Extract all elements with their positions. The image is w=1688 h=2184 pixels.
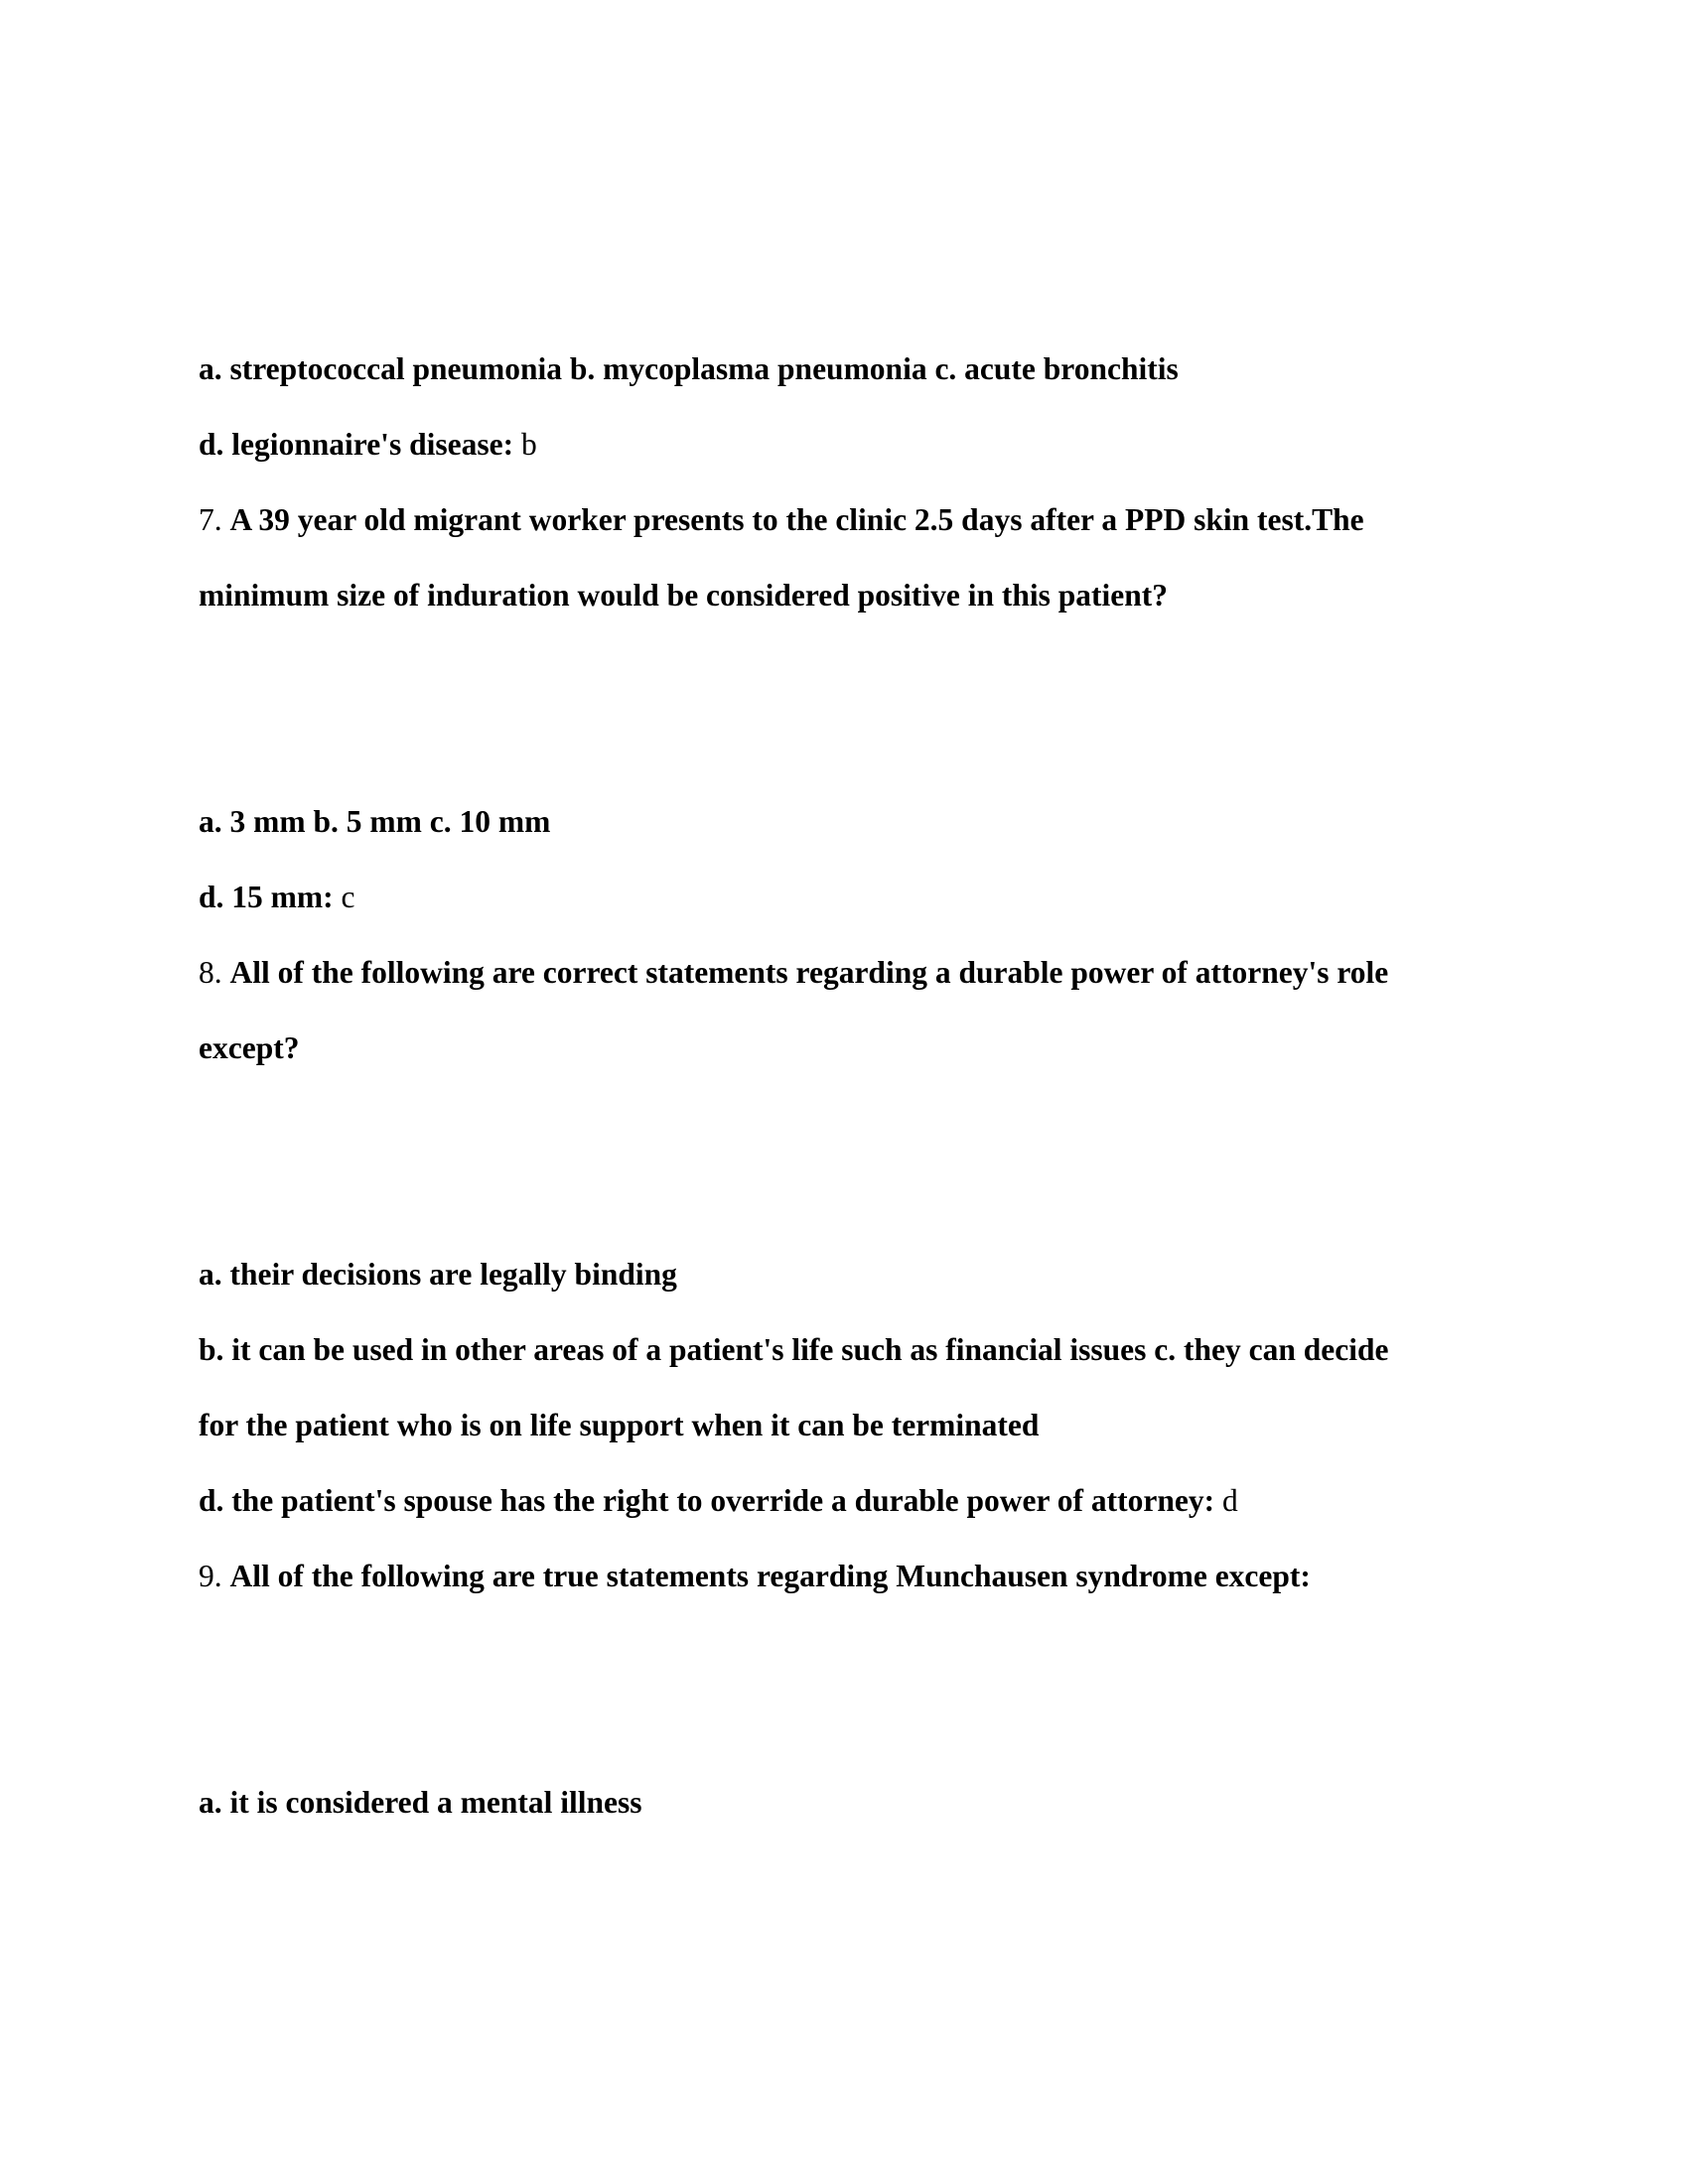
q8-option-d: d. the patient's spouse has the right to override a durable power of attorney: bbox=[199, 1483, 1215, 1518]
q7-text-1: A 39 year old migrant worker presents to the clinic 2.5 days after a PPD skin test.The bbox=[229, 502, 1364, 537]
q7-number: 7. bbox=[199, 502, 222, 537]
q8-text-1: All of the following are correct statements regarding a durable power of attorney's role bbox=[229, 955, 1389, 990]
q8-option-d-line bbox=[199, 1481, 1238, 1521]
q7-option-d: d. 15 mm: bbox=[199, 880, 334, 914]
q9-option-a-line bbox=[199, 1783, 642, 1823]
q7-options-line1 bbox=[199, 802, 550, 842]
q8-option-bc-line1 bbox=[199, 1330, 1389, 1370]
q7-text-2: minimum size of induration would be considered positive in this patient? bbox=[199, 578, 1169, 613]
q7-options-line2 bbox=[199, 878, 354, 917]
q9-text-line1 bbox=[199, 1557, 1311, 1596]
q7-text-line2 bbox=[199, 576, 1168, 615]
q8-option-bc-1: b. it can be used in other areas of a patient's life such as financial issues c. they can decide bbox=[199, 1332, 1389, 1367]
q9-text-1: All of the following are true statements regarding Munchausen syndrome except: bbox=[229, 1559, 1311, 1593]
q8-option-a: a. their decisions are legally binding bbox=[199, 1257, 677, 1292]
prev-question-options-line1 bbox=[199, 349, 1179, 389]
q7-options-text-1: a. 3 mm b. 5 mm c. 10 mm bbox=[199, 804, 551, 839]
q9-option-a: a. it is considered a mental illness bbox=[199, 1785, 642, 1820]
prev-question-options-text-1: a. streptococcal pneumonia b. mycoplasma pneumonia c. acute bronchitis bbox=[199, 351, 1179, 386]
q9-number: 9. bbox=[199, 1559, 222, 1593]
q8-text-line2 bbox=[199, 1028, 299, 1068]
q7-answer: c bbox=[341, 880, 355, 914]
q8-answer: d bbox=[1222, 1483, 1238, 1518]
prev-question-options-line2 bbox=[199, 425, 537, 465]
q8-option-a-line bbox=[199, 1255, 677, 1295]
prev-question-option-d: d. legionnaire's disease: bbox=[199, 427, 514, 462]
q8-option-bc-2: for the patient who is on life support when it can be terminated bbox=[199, 1408, 1040, 1442]
prev-question-answer: b bbox=[520, 427, 537, 462]
q8-text-2: except? bbox=[199, 1030, 300, 1065]
q8-option-bc-line2 bbox=[199, 1406, 1039, 1445]
q8-text-line1 bbox=[199, 953, 1388, 993]
q8-number: 8. bbox=[199, 955, 222, 990]
q7-text-line1 bbox=[199, 500, 1364, 540]
